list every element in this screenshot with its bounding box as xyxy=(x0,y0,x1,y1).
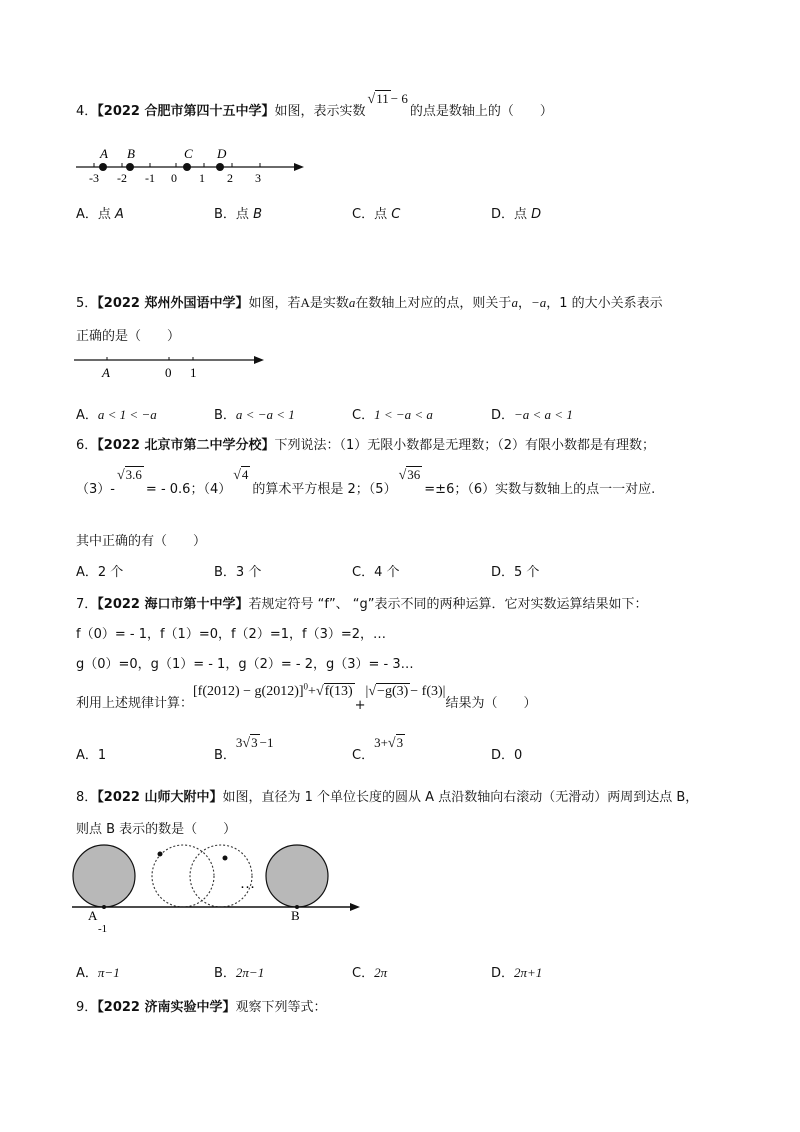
axis-arrow xyxy=(294,163,304,171)
question-6-line3: 其中正确的有（ ） xyxy=(76,534,207,549)
sqrt-expression: √11 − 6 xyxy=(367,91,408,107)
f-values-line: f（0）= - 1，f（1）=0，f（2）=1，f（3）=2，… xyxy=(76,627,387,642)
question-source-tag: 【2022 合肥市第四十五中学】 xyxy=(97,104,275,119)
point-b-label: B xyxy=(291,908,300,923)
option-expr: −a < a < 1 xyxy=(514,407,573,422)
option-var: A xyxy=(115,207,124,222)
var: −a xyxy=(530,295,547,310)
radicand: 3 xyxy=(396,735,404,750)
option-a[interactable]: A．2 个 xyxy=(76,565,124,580)
radicand: −g(3) xyxy=(377,684,409,699)
number-line-figure xyxy=(70,145,310,185)
separator: ， xyxy=(517,296,531,311)
option-label: D．点 xyxy=(491,207,528,222)
option-label: A．点 xyxy=(76,207,111,222)
question-text: 的点是数轴上的（ ） xyxy=(409,104,553,119)
expr-abs: | xyxy=(365,684,369,699)
option-c[interactable] xyxy=(352,962,387,981)
expression: |√−g(3) − f(3)| xyxy=(365,684,446,699)
option-label: B． xyxy=(214,748,236,763)
rolling-point xyxy=(158,852,163,857)
axis-arrow xyxy=(254,356,264,364)
question-text: 如图，表示实数 xyxy=(274,104,366,119)
sqrt-expression: √36 xyxy=(398,467,421,483)
point-a-label: A xyxy=(100,146,108,161)
question-number: 6． xyxy=(76,438,98,453)
option-a[interactable] xyxy=(76,404,157,423)
option-a[interactable] xyxy=(76,203,124,222)
statement-text: =±6；（6）实数与数轴上的点一一对应. xyxy=(424,482,656,497)
option-d[interactable] xyxy=(491,404,573,423)
circle-end xyxy=(266,845,328,907)
option-label: C． xyxy=(352,408,375,423)
axis-arrow xyxy=(350,903,360,911)
option-b[interactable] xyxy=(214,735,274,764)
option-expr: 2π+1 xyxy=(514,965,543,980)
question-text: 若规定符号 “f”、 “g”表示不同的两种运算．它对实数运算结果如下： xyxy=(248,597,648,612)
calc-text: 结果为（ ） xyxy=(445,696,537,711)
option-b[interactable] xyxy=(214,404,295,423)
statement-text: - xyxy=(110,482,115,497)
rolling-circle-figure xyxy=(68,840,368,940)
option-expr: 1 xyxy=(97,748,107,763)
point-a-label: A xyxy=(88,908,98,923)
expr-exponent: 0 xyxy=(303,681,309,692)
point-d-label: D xyxy=(217,146,227,161)
expr-tail: − f(3)| xyxy=(410,684,446,699)
option-expr: 2π−1 xyxy=(235,965,265,980)
point-c-label: C xyxy=(184,146,193,161)
question-text: 下列说法：（1）无限小数都是无理数；（2）有限小数都是有理数； xyxy=(274,438,656,453)
radicand: f(13) xyxy=(324,684,353,699)
tick-label: 3 xyxy=(255,171,261,185)
option-d[interactable]: D．5 个 xyxy=(491,565,540,580)
expression: $[f(2012) - g(2012)]^0+√f(13)$ xyxy=(193,681,353,699)
question-number: 4． xyxy=(76,104,98,119)
option-var: B xyxy=(253,207,262,222)
expr-part: 3 xyxy=(235,735,243,750)
option-label: A． xyxy=(76,966,98,981)
question-4 xyxy=(76,91,553,130)
option-label: C． xyxy=(352,748,375,763)
question-number: 8． xyxy=(76,790,98,805)
option-label: B．点 xyxy=(214,207,249,222)
var: a xyxy=(511,295,518,310)
option-expr: π−1 xyxy=(97,965,120,980)
question-number: 7． xyxy=(76,597,98,612)
point-a-value: -1 xyxy=(98,923,108,935)
statement-text: （3） xyxy=(76,482,111,497)
radicand: 3 xyxy=(251,735,258,750)
option-b[interactable] xyxy=(214,203,262,222)
option-expr: 1 < −a < a xyxy=(374,407,433,422)
option-label: A． xyxy=(76,408,98,423)
question-text: 如图，若 xyxy=(248,296,301,311)
point-c-dot xyxy=(183,163,191,171)
question-source-tag: 【2022 北京市第二中学分校】 xyxy=(97,438,275,453)
question-5-line2: 正确的是（ ） xyxy=(76,329,181,344)
tick-label: -3 xyxy=(89,171,99,185)
sqrt-expression: √3.6 xyxy=(116,467,142,483)
number-line-figure xyxy=(70,348,270,382)
question-source-tag: 【2022 海口市第十中学】 xyxy=(97,597,249,612)
point-a-dot xyxy=(99,163,107,171)
tick-label: 1 xyxy=(199,171,205,185)
question-number: 9． xyxy=(76,1000,98,1015)
option-a[interactable] xyxy=(76,962,120,981)
question-text: 在数轴上对应的点，则关于 xyxy=(355,296,512,311)
question-source-tag: 【2022 郑州外国语中学】 xyxy=(97,296,249,311)
ellipsis: … xyxy=(240,876,255,892)
expr-part: −1 xyxy=(259,735,274,750)
var: A xyxy=(300,295,310,310)
var: a xyxy=(348,295,356,310)
question-source-tag: 【2022 山师大附中】 xyxy=(97,790,223,805)
option-label: D． xyxy=(491,408,515,423)
tick-label: 1 xyxy=(190,365,197,380)
option-var: D xyxy=(531,207,542,222)
question-9 xyxy=(76,996,327,1015)
option-c[interactable] xyxy=(352,735,405,764)
question-5 xyxy=(76,292,663,311)
rolling-point xyxy=(223,856,228,861)
expr-part: − 6 xyxy=(390,91,408,106)
option-expr: a < 1 < −a xyxy=(97,407,157,422)
point-b-dot xyxy=(126,163,134,171)
option-label: C．点 xyxy=(352,207,388,222)
g-values-line: g（0）=0，g（1）= - 1，g（2）= - 2，g（3）= - 3… xyxy=(76,657,414,672)
option-d[interactable] xyxy=(491,203,541,222)
calc-text: 利用上述规律计算： xyxy=(76,696,194,711)
option-expr: a < −a < 1 xyxy=(235,407,295,422)
tick-label: -1 xyxy=(145,171,155,185)
question-7-calc xyxy=(76,681,537,713)
point-d-dot xyxy=(216,163,224,171)
option-d[interactable] xyxy=(491,744,522,763)
question-text: 如图，直径为 1 个单位长度的圆从 A 点沿数轴向右滚动（无滑动）两周到达点 B， xyxy=(222,790,699,805)
point-b-label: B xyxy=(127,146,135,161)
radicand: 36 xyxy=(407,467,421,482)
option-d[interactable] xyxy=(491,962,542,981)
tick-label: 0 xyxy=(171,171,177,185)
sqrt-expression: √4 xyxy=(233,467,249,483)
option-label: B． xyxy=(214,408,236,423)
question-text: ，1 的大小关系表示 xyxy=(546,296,663,311)
tick-label: -2 xyxy=(117,171,127,185)
statement-text: 的算术平方根是 2；（5） xyxy=(252,482,397,497)
option-c[interactable]: C．4 个 xyxy=(352,565,400,580)
option-label: B． xyxy=(214,966,236,981)
expr-plus: + xyxy=(354,698,366,713)
option-label: D． xyxy=(491,748,515,763)
option-expr: 2π xyxy=(374,965,388,980)
question-source-tag: 【2022 济南实验中学】 xyxy=(97,1000,236,1015)
question-6-statements xyxy=(76,467,656,498)
option-a[interactable] xyxy=(76,744,106,763)
radicand: 3.6 xyxy=(125,467,142,482)
option-label: C． xyxy=(352,966,375,981)
radicand: 4 xyxy=(241,467,249,482)
option-c[interactable] xyxy=(352,404,433,423)
tick-label: 0 xyxy=(165,365,172,380)
option-b[interactable] xyxy=(214,962,264,981)
question-6 xyxy=(76,434,655,453)
point-label-a: A xyxy=(102,365,110,380)
option-b[interactable]: B．3 个 xyxy=(214,565,262,580)
expr-plus: + xyxy=(308,684,316,699)
option-expr: 3√3 −1 xyxy=(235,735,274,751)
question-8-line2: 则点 B 表示的数是（ ） xyxy=(76,822,237,837)
question-7 xyxy=(76,593,648,612)
expr-bracket: [f(2012) − g(2012)] xyxy=(193,684,304,699)
option-label: A． xyxy=(76,748,98,763)
tick-label: 2 xyxy=(227,171,233,185)
option-expr: 3+√3 xyxy=(374,735,404,751)
radicand: 11 xyxy=(376,91,389,106)
question-number: 5． xyxy=(76,296,98,311)
option-expr: 0 xyxy=(514,748,523,763)
statement-text: = - 0.6；（4） xyxy=(145,482,232,497)
option-label: D． xyxy=(491,966,515,981)
circle-start xyxy=(73,845,135,907)
point-a-dot xyxy=(102,905,106,909)
question-text: 观察下列等式： xyxy=(235,1000,327,1015)
expr-part: 3+ xyxy=(374,735,388,750)
question-text: 是实数 xyxy=(309,296,349,311)
option-c[interactable] xyxy=(352,203,400,222)
option-var: C xyxy=(391,207,401,222)
question-8 xyxy=(76,786,698,805)
